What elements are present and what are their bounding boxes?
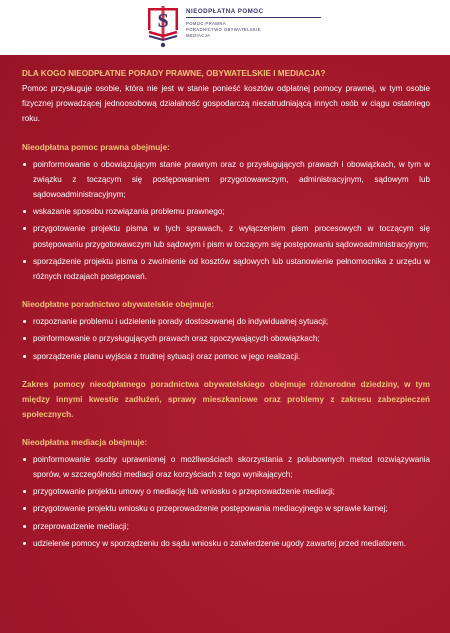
list-item: wskazanie sposobu rozwiązania problemu prawnego; xyxy=(22,204,430,219)
civic-advice-list xyxy=(22,314,430,364)
list-item: rozpoznanie problemu i udzielenie porady dostosowanej do indywidualnej sytuacji; xyxy=(22,314,430,329)
list-item: przygotowanie projektu wniosku o przeprowadzenie postępowania mediacyjnego w sprawie karnej; xyxy=(22,501,430,516)
org-name: NIEODPŁATNA POMOC xyxy=(186,8,264,15)
org-sub-2: PORADNICTWO OBYWATELSKIE xyxy=(186,27,261,32)
intro-heading: DLA KOGO NIEODPŁATNE PORADY PRAWNE, OBYWATELSKIE I MEDIACJA? xyxy=(22,69,326,78)
header xyxy=(0,0,450,55)
legal-aid-list xyxy=(22,157,430,285)
logo-text xyxy=(186,8,336,39)
list-item: udzielenie pomocy w sporządzeniu do sądu wniosku o zatwierdzenie ugody zawartej przed mediatorem. xyxy=(22,536,430,551)
org-sub-1: POMOC PRAWNA xyxy=(186,21,227,26)
civic-advice-heading: Nieodpłatne poradnictwo obywatelskie obejmuje: xyxy=(22,300,214,310)
list-item: przygotowanie projektu pisma w tych sprawach, z wyłączeniem pism procesowych w toczącym się postępowaniu przygotowawczym lub sądowym i pism w toczącym się postępowaniu sądowoadministracyjnym; xyxy=(22,221,430,251)
scope-text: Zakres pomocy nieodpłatnego poradnictwa obywatelskiego obejmuje różnorodne dziedziny, w tym między innymi kwestie zadłużeń, sprawy mieszkaniowe oraz problemy z zakresu zabezpieczeń społecznych. xyxy=(22,379,430,419)
list-item: sporządzenie projektu pisma o zwolnienie od kosztów sądowych lub ustanowienie pełnomocnika z urzędu w różnych rodzajach postępowań. xyxy=(22,254,430,284)
org-sub-3: MEDIACJA xyxy=(186,33,211,38)
mediation-heading: Nieodpłatna mediacja obejmuje: xyxy=(22,437,148,447)
content xyxy=(22,66,430,551)
logo-divider xyxy=(186,17,321,18)
list-item: poinformowanie o przysługujących prawach oraz spoczywających obowiązkach; xyxy=(22,331,430,346)
logo-letter: S xyxy=(157,10,169,32)
mediation-list xyxy=(22,452,430,551)
list-item: poinformowanie o obowiązującym stanie prawnym oraz o przysługujących prawach i obowiązkach, w tym w związku z toczącym się postępowaniem przygotowawczym, administracyjnym, sądowym lub sądowoadministracyjnym; xyxy=(22,157,430,203)
list-item: poinformowanie osoby uprawnionej o możliwościach skorzystania z polubownych metod rozwiązywania sporów, w szczególności mediacji oraz korzyściach z tego wynikających; xyxy=(22,452,430,482)
intro-text: Pomoc przysługuje osobie, która nie jest w stanie ponieść kosztów odpłatnej pomocy prawnej, w tym osobie fizycznej prowadzącej jednoosobową działalność gospodarczą niezatrudniającą innych osób w ciągu ostatniego roku. xyxy=(22,84,430,124)
list-item: sporządzenie planu wyjścia z trudnej sytuacji oraz pomoc w jego realizacji. xyxy=(22,349,430,364)
list-item: przygotowanie projektu umowy o mediację lub wniosku o przeprowadzenie mediacji; xyxy=(22,484,430,499)
legal-aid-heading: Nieodpłatna pomoc prawna obejmuje: xyxy=(22,142,170,152)
list-item: przeprowadzenie mediacji; xyxy=(22,519,430,534)
logo-icon xyxy=(147,5,179,49)
